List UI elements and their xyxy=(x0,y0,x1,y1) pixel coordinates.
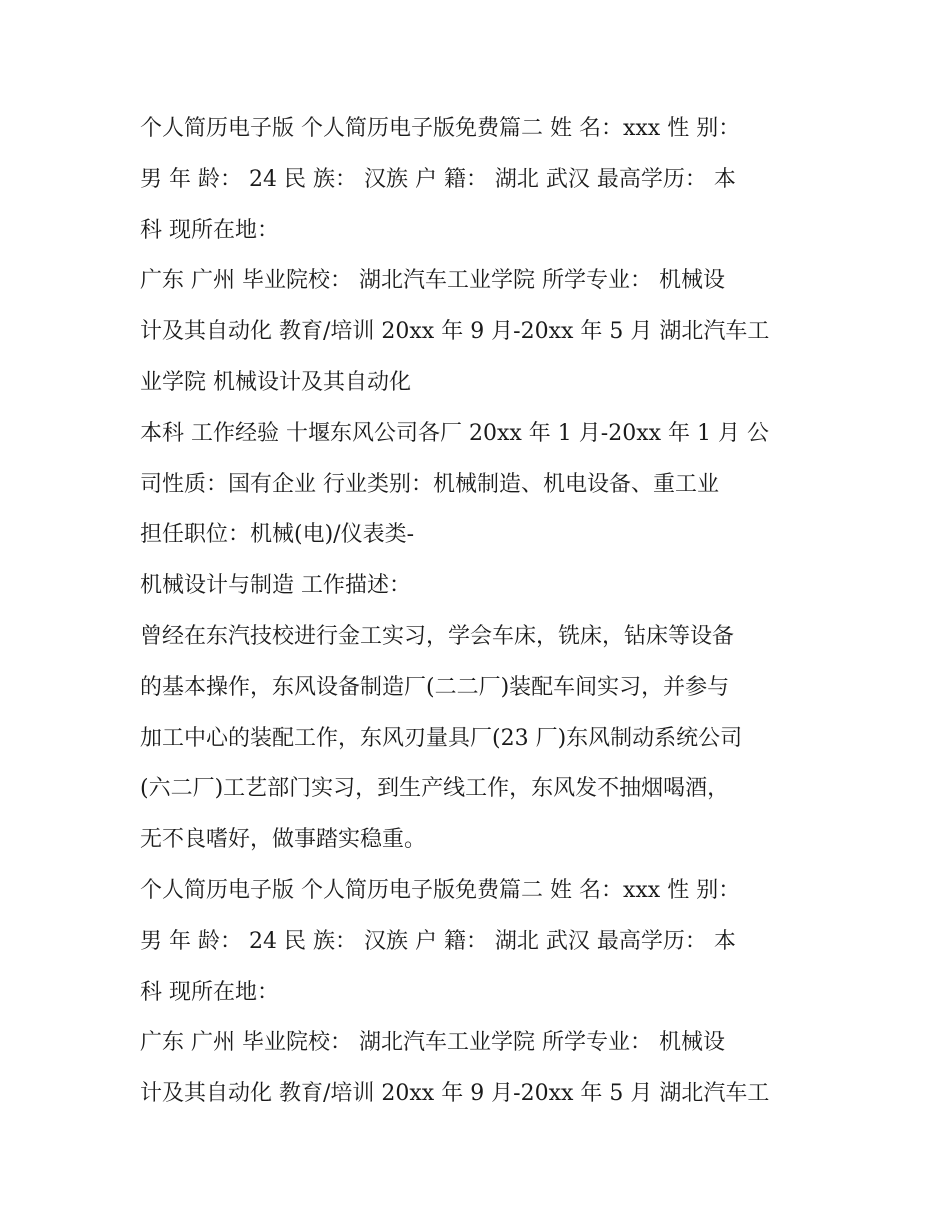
text-line: 科 现所在地： xyxy=(140,217,279,243)
text-line: 本科 工作经验 十堰东风公司各厂 20xx 年 1 月-20xx 年 1 月 公 xyxy=(140,420,769,446)
resume-text-body xyxy=(140,104,820,1120)
text-line: 男 年 龄： 24 民 族： 汉族 户 籍： 湖北 武汉 最高学历： 本 xyxy=(140,166,736,192)
text-line: 加工中心的装配工作，东风刃量具厂(23 厂)东风制动系统公司 xyxy=(140,725,743,751)
text-line: 无不良嗜好，做事踏实稳重。 xyxy=(140,827,427,853)
text-line: 广东 广州 毕业院校： 湖北汽车工业学院 所学专业： 机械设 xyxy=(140,268,725,294)
text-line: 个人简历电子版 个人简历电子版免费篇二 姓 名：xxx 性 别： xyxy=(140,116,741,141)
text-line: 业学院 机械设计及其自动化 xyxy=(140,369,411,395)
text-line: 担任职位：机械(电)/仪表类- xyxy=(140,522,415,548)
text-line: 曾经在东汽技校进行金工实习，学会车床，铣床，钻床等设备 xyxy=(140,623,735,649)
text-line: 科 现所在地： xyxy=(140,979,279,1005)
text-line: 计及其自动化 教育/培训 20xx 年 9 月-20xx 年 5 月 湖北汽车工 xyxy=(140,319,770,345)
text-line: 广东 广州 毕业院校： 湖北汽车工业学院 所学专业： 机械设 xyxy=(140,1030,725,1056)
text-line: 个人简历电子版 个人简历电子版免费篇二 姓 名：xxx 性 别： xyxy=(140,877,741,903)
text-line: (六二厂)工艺部门实习，到生产线工作，东风发不抽烟喝酒， xyxy=(140,776,730,802)
text-line: 的基本操作，东风设备制造厂(二二厂)装配车间实习，并参与 xyxy=(140,674,730,700)
text-line: 计及其自动化 教育/培训 20xx 年 9 月-20xx 年 5 月 湖北汽车工 xyxy=(140,1081,770,1107)
text-line: 机械设计与制造 工作描述： xyxy=(140,573,411,599)
text-line: 司性质：国有企业 行业类别：机械制造、机电设备、重工业 xyxy=(140,471,719,497)
text-line: 男 年 龄： 24 民 族： 汉族 户 籍： 湖北 武汉 最高学历： 本 xyxy=(140,928,736,954)
